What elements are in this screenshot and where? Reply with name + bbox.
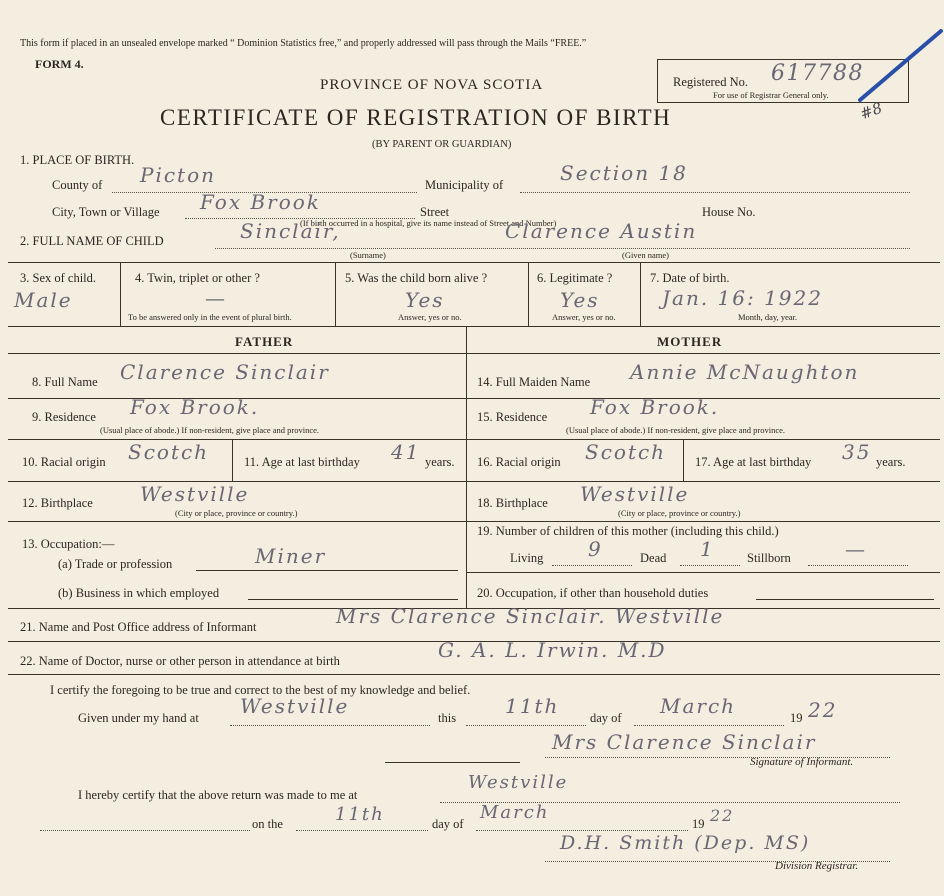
father-race-value: Scotch (128, 440, 210, 464)
father-age-unit: years. (425, 455, 455, 469)
certificate-subtitle: (BY PARENT OR GUARDIAN) (372, 139, 512, 150)
date-note: Month, day, year. (738, 312, 798, 322)
registrar-month-value: March (480, 802, 550, 823)
registrar-day-line (296, 830, 428, 831)
this-label: this (438, 711, 457, 725)
street-label: Street (420, 205, 450, 219)
registrar-signature: D.H. Smith (Dep. MS) (560, 832, 811, 854)
twin-note: To be answered only in the event of plural birth. (128, 312, 292, 322)
father-race-age-divider (232, 439, 233, 481)
father-residence-value: Fox Brook. (130, 395, 260, 419)
rule-mother-children (466, 572, 940, 573)
registrar-day-value: 11th (335, 804, 385, 825)
date-label: 7. Date of birth. (650, 271, 730, 285)
given-caption: (Given name) (622, 250, 669, 260)
legitimate-note: Answer, yes or no. (552, 312, 616, 322)
divider-3-4 (120, 262, 121, 326)
sex-label: 3. Sex of child. (20, 271, 97, 285)
mother-race-value: Scotch (585, 440, 667, 464)
alive-value: Yes (405, 288, 445, 312)
house-label: House No. (702, 205, 756, 219)
child-name-label: 2. FULL NAME OF CHILD (20, 234, 164, 248)
legitimate-value: Yes (560, 288, 600, 312)
day-of-label: day of (590, 711, 622, 725)
rule-heading-bottom (8, 353, 940, 354)
certificate-title: CERTIFICATE OF REGISTRATION OF BIRTH (160, 105, 672, 130)
doctor-value: G. A. L. Irwin. M.D (438, 638, 667, 662)
mother-age-value: 35 (842, 440, 872, 464)
rule-father-bp (8, 521, 466, 522)
rule-mother-race (466, 481, 940, 482)
divider-5-6 (528, 262, 529, 326)
father-heading: FATHER (235, 334, 294, 349)
father-race-label: 10. Racial origin (22, 455, 106, 469)
sex-value: Male (14, 288, 73, 312)
father-residence-note: (Usual place of abode.) If non-resident, give place and province. (100, 425, 320, 435)
informant-signature: Mrs Clarence Sinclair (552, 730, 817, 754)
city-label: City, Town or Village (52, 205, 160, 219)
month-line (634, 725, 784, 726)
registrar-note: For use of Registrar General only. (713, 90, 829, 100)
dead-label: Dead (640, 551, 667, 565)
certify-statement: I certify the foregoing to be true and correct to the best of my knowledge and belief. (50, 683, 471, 697)
registered-number: 617788 (771, 61, 864, 86)
certify-day-value: 11th (505, 694, 560, 718)
trade-line (196, 570, 458, 571)
trade-label: (a) Trade or profession (58, 557, 173, 571)
father-occupation-label: 13. Occupation:— (22, 537, 115, 551)
mother-race-age-divider (683, 439, 684, 481)
mother-name-value: Annie McNaughton (630, 360, 860, 384)
pencil-check-mark (855, 25, 944, 105)
mother-birthplace-label: 18. Birthplace (477, 496, 548, 510)
given-place-line (230, 725, 430, 726)
divider-6-7 (640, 262, 641, 326)
rule-mother-bp (466, 521, 940, 522)
city-value: Fox Brook (200, 190, 321, 214)
father-birthplace-value: Westville (140, 482, 250, 506)
registrar-place-value: Westville (468, 772, 569, 793)
twin-value: — (205, 286, 227, 310)
given-place-value: Westville (240, 694, 350, 718)
registrar-lead-line (40, 830, 250, 831)
dead-line (680, 565, 740, 566)
father-age-label: 11. Age at last birthday (244, 455, 360, 469)
margin-mark: #8 (857, 98, 885, 124)
date-value: Jan. 16: 1922 (662, 286, 823, 310)
twin-label: 4. Twin, triplet or other ? (135, 271, 260, 285)
mother-residence-label: 15. Residence (477, 410, 548, 424)
municipality-label: Municipality of (425, 178, 504, 192)
registrar-day-of-label: day of (432, 817, 464, 831)
mother-race-label: 16. Racial origin (477, 455, 561, 469)
county-label: County of (52, 178, 103, 192)
informant-label: 21. Name and Post Office address of Informant (20, 620, 257, 634)
rule-row3-top (8, 262, 940, 263)
stillborn-line (808, 565, 908, 566)
mother-age-label: 17. Age at last birthday (695, 455, 812, 469)
rule-doctor (8, 674, 940, 675)
surname-caption: (Surname) (350, 250, 386, 260)
father-name-value: Clarence Sinclair (120, 360, 330, 384)
signature-caption: Signature of Informant. (750, 756, 854, 768)
registered-label: Registered No. (673, 75, 748, 89)
rule-row3-bottom (8, 326, 940, 327)
mother-residence-value: Fox Brook. (590, 395, 720, 419)
mother-heading: MOTHER (657, 334, 723, 349)
certify-year-value: 22 (808, 698, 838, 722)
father-age-value: 41 (391, 440, 421, 464)
trade-value: Miner (255, 544, 327, 568)
separator-line (385, 762, 520, 763)
father-residence-label: 9. Residence (32, 410, 96, 424)
legitimate-label: 6. Legitimate ? (537, 271, 613, 285)
on-the-label: on the (252, 817, 283, 831)
father-name-label: 8. Full Name (32, 375, 98, 389)
divider-4-5 (335, 262, 336, 326)
mother-age-unit: years. (876, 455, 906, 469)
business-label: (b) Business in which employed (58, 586, 220, 600)
day-line (466, 725, 586, 726)
mother-birthplace-value: Westville (580, 482, 690, 506)
living-line (552, 565, 632, 566)
certify-month-value: March (660, 694, 737, 718)
mother-name-label: 14. Full Maiden Name (477, 375, 591, 389)
place-section-label: 1. PLACE OF BIRTH. (20, 153, 135, 167)
mother-occupation-label: 20. Occupation, if other than household duties (477, 586, 709, 600)
child-name-line (215, 248, 910, 249)
registrar-month-line (476, 830, 688, 831)
municipality-value: Section 18 (560, 161, 688, 185)
mailing-notice: This form if placed in an unsealed envelope marked “ Dominion Statistics free,” and properly addressed will pass through the Mails “FREE.” (20, 38, 587, 49)
hospital-note: (If birth occurred in a hospital, give its name instead of Street and Number) (300, 218, 557, 228)
informant-value: Mrs Clarence Sinclair. Westville (336, 604, 725, 628)
mother-birthplace-note: (City or place, province or country.) (618, 508, 741, 518)
business-line (248, 599, 458, 600)
living-value: 9 (588, 537, 603, 561)
county-value: Picton (140, 163, 217, 187)
mother-residence-note: (Usual place of abode.) If non-resident, give place and province. (566, 425, 786, 435)
form-number: FORM 4. (35, 57, 84, 71)
dead-value: 1 (700, 537, 715, 561)
registrar-statement: I hereby certify that the above return was made to me at (78, 788, 358, 802)
alive-note: Answer, yes or no. (398, 312, 462, 322)
registrar-year-value: 22 (710, 806, 735, 825)
registrar-year-prefix: 19 (692, 817, 705, 831)
year-prefix: 19 (790, 711, 803, 725)
stillborn-value: — (845, 537, 867, 561)
father-birthplace-label: 12. Birthplace (22, 496, 93, 510)
given-under-label: Given under my hand at (78, 711, 199, 725)
doctor-label: 22. Name of Doctor, nurse or other person in attendance at birth (20, 654, 340, 668)
alive-label: 5. Was the child born alive ? (345, 271, 488, 285)
living-label: Living (510, 551, 544, 565)
province-heading: PROVINCE OF NOVA SCOTIA (320, 77, 544, 93)
municipality-line (520, 192, 910, 193)
child-surname: Sinclair, (240, 219, 341, 243)
mother-occupation-line (756, 599, 934, 600)
registrar-caption: Division Registrar. (775, 860, 859, 872)
child-given-name: Clarence Austin (505, 219, 698, 243)
stillborn-label: Stillborn (747, 551, 791, 565)
father-birthplace-note: (City or place, province or country.) (175, 508, 298, 518)
children-label: 19. Number of children of this mother (including this child.) (477, 524, 779, 538)
parents-divider (466, 326, 467, 608)
